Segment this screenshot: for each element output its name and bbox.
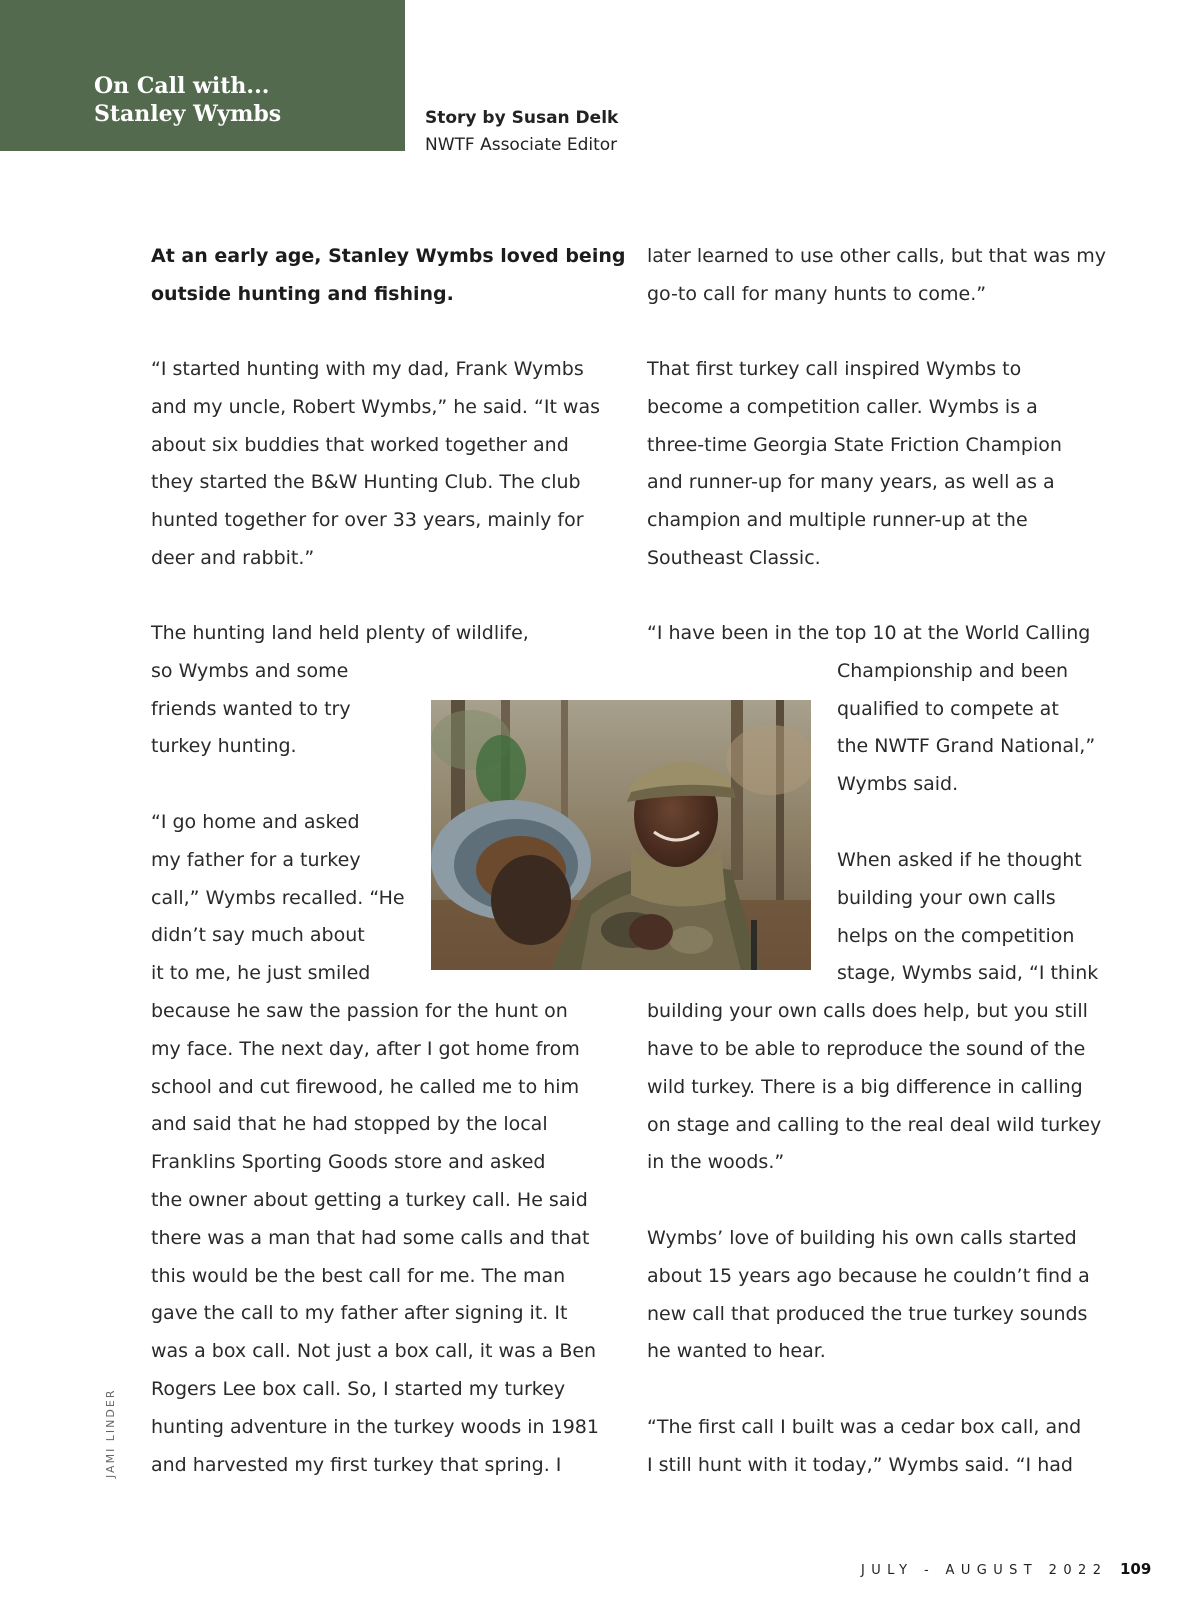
page-number: 109 [1120,1560,1152,1578]
text-line: become a competition caller. Wymbs is a [647,395,1038,418]
text-line: was a box call. Not just a box call, it was a Ben [151,1340,597,1363]
text-line: and my uncle, Robert Wymbs,” he said. “It was [151,395,601,418]
text-line: my face. The next day, after I got home from [151,1037,580,1060]
photo-credit: JAMI LINDER [104,1388,117,1478]
text-line: “The first call I built was a cedar box call, and [647,1416,1082,1438]
hunter-photo [431,700,811,970]
text-line: they started the B&W Hunting Club. The club [151,471,581,494]
text-line: the NWTF Grand National,” [837,735,1096,758]
paragraph-left-2 [151,351,600,578]
text-line: and runner-up for many years, as well as a [647,471,1055,494]
byline-author: Story by Susan Delk [425,108,619,128]
text-line: Franklins Sporting Goods store and asked [151,1151,546,1174]
text-line: the owner about getting a turkey call. He said [151,1188,588,1211]
text-line: hunting adventure in the turkey woods in 1981 [151,1415,599,1438]
text-line: helps on the competition [837,924,1075,947]
text-line: building your own calls does help, but you still [647,1000,1088,1023]
article-title-line-2: Stanley Wymbs [94,101,282,127]
issue-date: JULY - AUGUST 2022 [861,1563,1108,1578]
text-line: in the woods.” [647,1151,785,1174]
paragraph-right-1 [647,238,1106,314]
byline-role: NWTF Associate Editor [425,135,618,155]
text-line: this would be the best call for me. The man [151,1264,566,1287]
text-line: about 15 years ago because he couldn’t find a [647,1264,1090,1287]
text-line: about six buddies that worked together and [151,433,569,456]
text-line: I still hunt with it today,” Wymbs said. “I had [647,1453,1073,1476]
article-title [94,72,394,128]
text-line: Rogers Lee box call. So, I started my turkey [151,1377,566,1400]
text-line: school and cut firewood, he called me to him [151,1075,580,1098]
paragraph-right-6 [647,1409,1081,1485]
text-line: That first turkey call inspired Wymbs to [647,358,1022,380]
text-line: “I started hunting with my dad, Frank Wymbs [151,358,584,380]
text-line: so Wymbs and some [151,659,349,682]
text-line: Championship and been [837,659,1069,682]
text-line: Wymbs said. [837,773,959,796]
text-line: “I go home and asked [151,811,360,833]
text-line: on stage and calling to the real deal wild turkey [647,1113,1102,1136]
text-line: call,” Wymbs recalled. “He [151,886,405,909]
text-line: outside hunting and fishing. [151,282,454,305]
text-line: qualified to compete at [837,697,1059,720]
text-line: friends wanted to try [151,697,351,720]
text-line: go-to call for many hunts to come.” [647,282,987,305]
paragraph-right-2 [647,351,1062,578]
text-line: Wymbs’ love of building his own calls started [647,1227,1077,1249]
text-line: new call that produced the true turkey sounds [647,1302,1088,1325]
text-line: because he saw the passion for the hunt on [151,999,568,1022]
text-line: have to be able to reproduce the sound of the [647,1037,1086,1060]
text-line: it to me, he just smiled [151,962,371,985]
text-line: stage, Wymbs said, “I think [837,962,1099,985]
text-line: and said that he had stopped by the local [151,1113,548,1136]
text-line: my father for a turkey [151,848,361,871]
byline [425,105,618,159]
text-line: didn’t say much about [151,924,365,947]
text-line: champion and multiple runner-up at the [647,509,1028,532]
text-line: The hunting land held plenty of wildlife, [151,622,529,644]
text-line: he wanted to hear. [647,1340,826,1363]
text-line: later learned to use other calls, but that was my [647,245,1106,267]
text-line: turkey hunting. [151,735,297,758]
paragraph-right-5 [647,1220,1090,1371]
text-line: Southeast Classic. [647,546,821,569]
text-line: When asked if he thought [837,849,1082,871]
text-line: “I have been in the top 10 at the World Calling [647,622,1091,644]
text-line: hunted together for over 33 years, mainly for [151,509,584,532]
text-line: there was a man that had some calls and that [151,1226,590,1249]
text-line: building your own calls [837,886,1056,909]
text-line: and harvested my first turkey that spring. I [151,1453,562,1476]
text-line: three-time Georgia State Friction Champion [647,433,1062,456]
lead-paragraph [151,238,625,314]
text-line: wild turkey. There is a big difference in calling [647,1075,1083,1098]
title-banner [0,0,405,151]
text-line: At an early age, Stanley Wymbs loved being [151,245,626,267]
article-title-line-1: On Call with... [94,73,270,99]
text-line: deer and rabbit.” [151,546,315,569]
text-line: gave the call to my father after signing it. It [151,1302,568,1325]
